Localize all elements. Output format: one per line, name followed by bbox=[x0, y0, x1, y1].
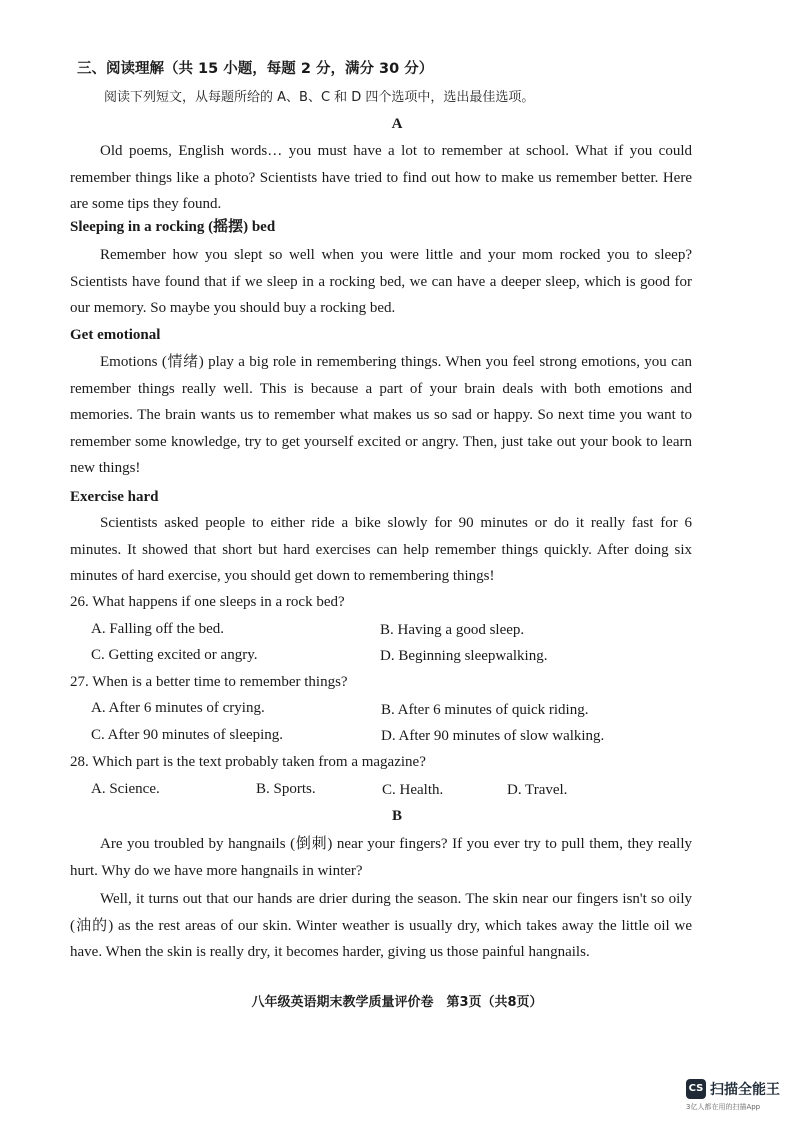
tip-heading-emotional: Get emotional bbox=[70, 327, 161, 343]
question-28-option-a: A. Science. bbox=[91, 781, 160, 797]
section-title: 三、阅读理解（共 15 小题，每题 2 分，满分 30 分） bbox=[77, 61, 434, 77]
scanner-app-name: 扫描全能王 bbox=[710, 1082, 780, 1098]
tip-text-exercise: Scientists asked people to either ride a bike slowly for 90 minutes or do it really fast for 6 minutes. It showed that short but hard exercises can help remember things quickly. After doing six minutes of hard exercise, you should get down to remembering things! bbox=[70, 515, 692, 584]
page-footer: 八年级英语期末教学质量评价卷 第3页（共8页） bbox=[251, 995, 543, 1010]
question-26-option-a: A. Falling off the bed. bbox=[91, 621, 225, 637]
question-26-option-b: B. Having a good sleep. bbox=[380, 622, 525, 638]
question-28-option-c: C. Health. bbox=[382, 782, 444, 798]
section-instruction: 阅读下列短文，从每题所给的 A、B、C 和 D 四个选项中，选出最佳选项。 bbox=[104, 90, 535, 105]
tip-text-rocking-bed: Remember how you slept so well when you were little and your mom rocked you to sleep? Scientists have found that if we sleep in a rocking bed, we can have a deeper sleep, which is good for our memory. So maybe you should buy a rocking bed. bbox=[70, 247, 692, 316]
passage-b-label: B bbox=[391, 808, 402, 824]
scanner-app-tagline: 3亿人都在用的扫描App bbox=[686, 1103, 761, 1111]
question-27-option-b: B. After 6 minutes of quick riding. bbox=[381, 702, 589, 718]
question-28-option-b: B. Sports. bbox=[256, 781, 316, 797]
tip-text-emotional: Emotions (情绪) play a big role in remembering things. When you feel strong emotions, you can remember things really well. This is because a part of your brain deals with both emotions and memories. The brain wants us to remember what makes us so sad or happy. So next time you want to remember some knowledge, try to get yourself excited or angry. Then, just take out your book to learn new things! bbox=[70, 354, 692, 476]
scanner-logo-icon: CS bbox=[686, 1079, 706, 1099]
question-27-option-c: C. After 90 minutes of sleeping. bbox=[91, 727, 284, 743]
question-28-option-d: D. Travel. bbox=[507, 782, 568, 798]
question-27-option-d: D. After 90 minutes of slow walking. bbox=[381, 728, 605, 744]
question-26-stem: 26. What happens if one sleeps in a rock bed? bbox=[70, 594, 345, 610]
passage-a-intro: Old poems, English words… you must have a lot to remember at school. What if you could remember things like a photo? Scientists have tried to find out how to make us remember better. Here are some tips they found. bbox=[70, 143, 692, 212]
passage-b-paragraph-1: Are you troubled by hangnails (倒刺) near your fingers? If you ever try to pull them, they really hurt. Why do we have more hangnails in winter? bbox=[70, 836, 692, 879]
question-28-stem: 28. Which part is the text probably taken from a magazine? bbox=[70, 754, 426, 770]
tip-heading-rocking-bed: Sleeping in a rocking (摇摆) bed bbox=[70, 219, 276, 235]
question-26-option-c: C. Getting excited or angry. bbox=[91, 647, 258, 663]
tip-heading-exercise: Exercise hard bbox=[70, 489, 159, 505]
question-26-option-d: D. Beginning sleepwalking. bbox=[380, 648, 548, 664]
passage-a-label: A bbox=[391, 116, 403, 132]
question-27-stem: 27. When is a better time to remember things? bbox=[70, 674, 348, 690]
question-27-option-a: A. After 6 minutes of crying. bbox=[91, 700, 265, 716]
passage-b-paragraph-2: Well, it turns out that our hands are drier during the season. The skin near our fingers isn't so oily (油的) as the rest areas of our skin. Winter weather is usually dry, which takes away the little oil we have. When the skin is really dry, it becomes harder, giving us those painful hangnails. bbox=[70, 891, 692, 960]
